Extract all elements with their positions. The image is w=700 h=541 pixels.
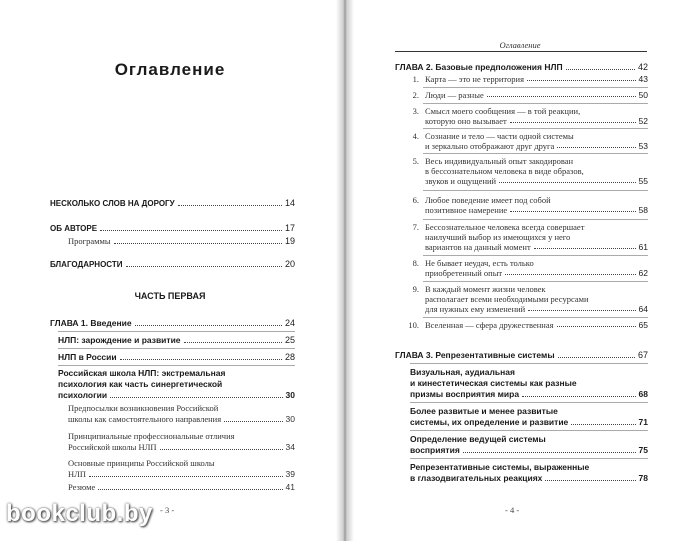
toc-item: 2. Люди — разные 50 (412, 90, 648, 100)
toc-section: НЛП: зарождение и развитие 25 (58, 335, 295, 345)
chapter-heading: ГЛАВА 2. Базовые предположения НЛП 42 (395, 62, 648, 72)
separator (423, 219, 648, 220)
chapter-heading: ГЛАВА 1. Введение 24 (50, 318, 295, 328)
separator (410, 430, 648, 431)
toc-subsection: Предпосылки возникновения Российской школы как самостоятельного направления 30 (68, 403, 295, 424)
separator (410, 363, 648, 364)
separator (58, 365, 295, 366)
toc-subsection: Принципиальные профессиональные отличия Российской школы НЛП 34 (68, 431, 295, 452)
separator (423, 128, 648, 129)
toc-entry: НЕСКОЛЬКО СЛОВ НА ДОРОГУ 14 (50, 198, 295, 208)
page-number: - 4 - (505, 505, 520, 515)
toc-section: НЛП в России 28 (58, 352, 295, 362)
separator (58, 331, 295, 332)
separator (410, 402, 648, 403)
separator (423, 281, 648, 282)
toc-section: Более развитые и менее развитые системы, их определение и развитие 71 (410, 406, 648, 427)
toc-item: 9. В каждый момент жизни человек располагает всеми необходимыми ресурсами для нужных ему изменений 64 (412, 284, 648, 314)
toc-item: 7. Бессознательное человека всегда совершает наилучший выбор из имеющихся у него вариантов на данный момент 61 (412, 222, 648, 252)
watermark: bookclub.by (6, 500, 153, 527)
book-gutter (336, 0, 354, 541)
part-title: ЧАСТЬ ПЕРВАЯ (134, 291, 206, 301)
toc-item: 10. Вселенная — сфера дружественная 65 (408, 320, 648, 330)
toc-section: Визуальная, аудиальная и кинестетическая системы как разные призмы восприятия мира 68 (410, 367, 648, 399)
toc-item: 4. Сознание и тело — части одной системы и зеркально отображают друг друга 53 (412, 131, 648, 151)
toc-subsection: Основные принципы Российской школы НЛП 39 (68, 458, 295, 479)
separator (423, 153, 648, 154)
toc-entry: БЛАГОДАРНОСТИ 20 (50, 259, 295, 269)
toc-subentry: Программы 19 (68, 236, 295, 246)
separator (423, 190, 648, 191)
toc-section: Определение ведущей системы восприятия 75 (410, 434, 648, 455)
toc-item: 3. Смысл моего сообщения — в той реакции, которую оно вызывает 52 (412, 106, 648, 126)
separator (58, 348, 295, 349)
toc-item: 8. Не бывает неудач, есть только приобретенный опыт 62 (412, 258, 648, 278)
separator (423, 87, 648, 88)
toc-section: Российская школа НЛП: экстремальная психология как часть синергетической психологии 30 (58, 368, 295, 400)
separator (423, 255, 648, 256)
separator (423, 103, 648, 104)
toc-subsection: Резюме 41 (68, 482, 295, 492)
separator (423, 317, 648, 318)
chapter-heading: ГЛАВА 3. Репрезентативные системы 67 (395, 350, 648, 360)
page-number: - 3 - (160, 505, 175, 515)
page-title: Оглавление (114, 60, 226, 79)
separator (410, 458, 648, 459)
toc-item: 1. Карта — это не территория 43 (412, 74, 648, 84)
toc-item: 5. Весь индивидуальный опыт закодирован в бессознательном человека в виде образов, звуков и ощущений 55 (412, 156, 648, 186)
running-head: Оглавление (499, 40, 541, 50)
toc-section: Репрезентативные системы, выраженные в глазодвигательных реакциях 78 (410, 462, 648, 483)
header-rule (395, 51, 647, 52)
toc-entry: ОБ АВТОРЕ 17 (50, 223, 295, 233)
toc-item: 6. Любое поведение имеет под собой позитивное намерение 58 (412, 195, 648, 215)
